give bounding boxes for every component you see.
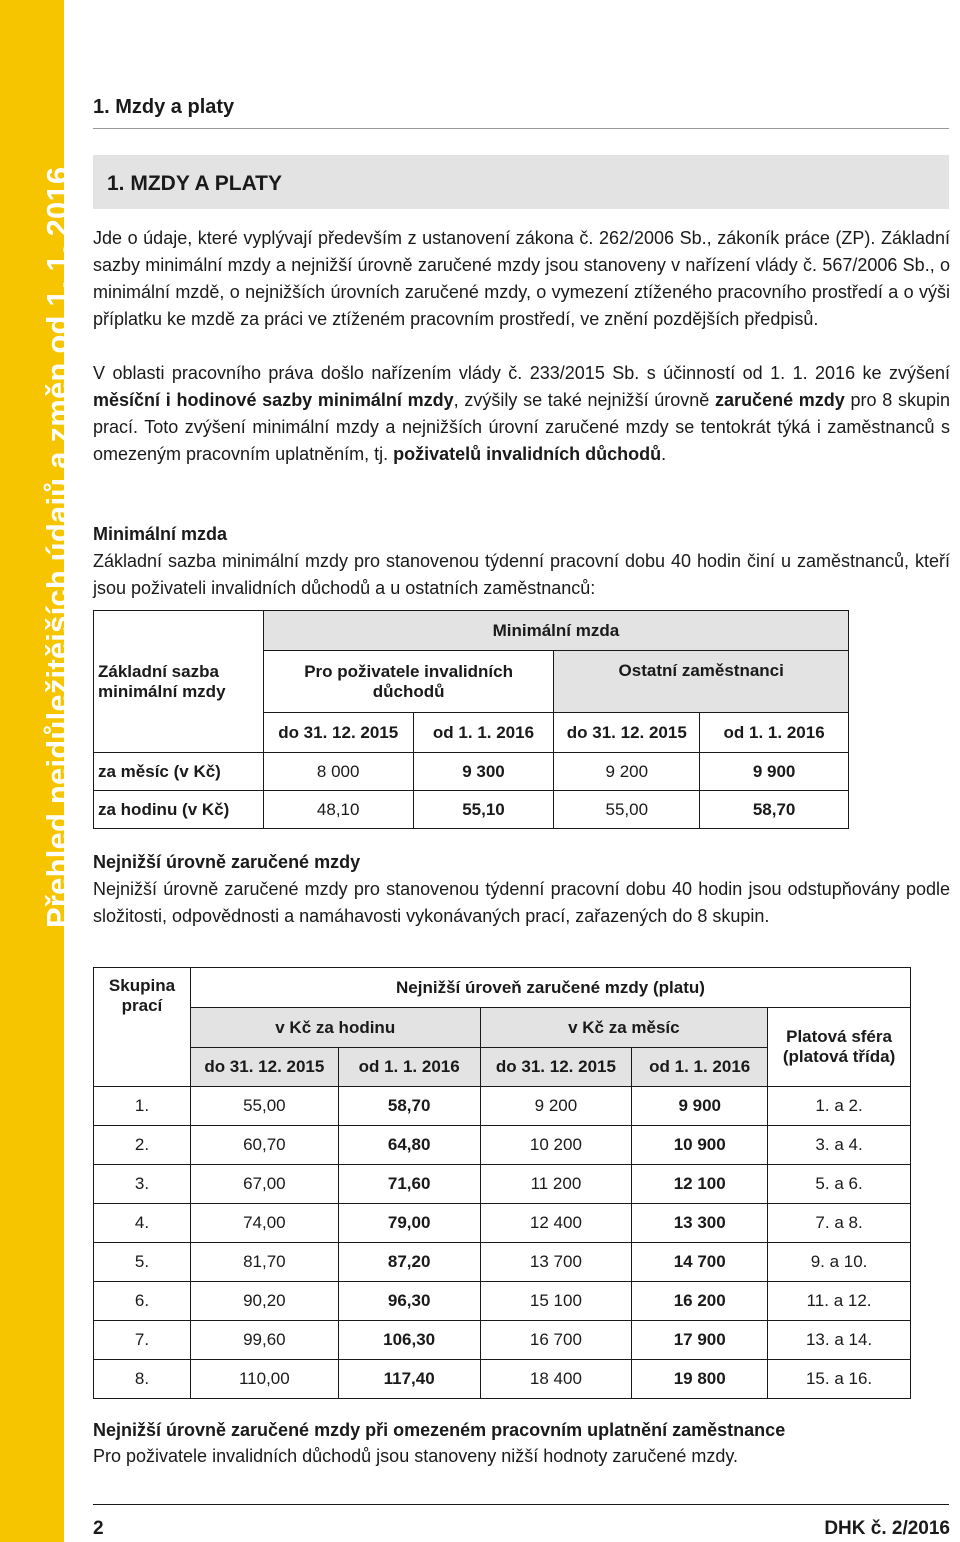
- corner-header: Základní sazba minimální mzdy: [94, 611, 264, 753]
- table-row: [94, 1282, 911, 1321]
- date-header: do 31. 12. 2015: [263, 713, 413, 753]
- intro-paragraph-1: Jde o údaje, které vyplývají především z ustanovení zákona č. 262/2006 Sb., zákoník práce (ZP). Základní sazby minimální mzdy a nejnižší úrovně zaručené mzdy jsou stanoveny v nařízení vlády č. 567/2006 Sb., o minimální mzdě, o nejnižších úrovních zaručené mzdy, o vymezení ztíženého pracovního prostředí a o výši příplatku ke mzdě za práci ve ztíženém pracovním prostředí, ve znění pozdějších předpisů.: [93, 228, 950, 329]
- table-cell: 16 700: [480, 1321, 632, 1360]
- group-number-cell: 8.: [94, 1360, 191, 1399]
- table-cell: 110,00: [190, 1360, 338, 1399]
- col-others-header: Ostatní zaměstnanci: [554, 651, 849, 713]
- group-number-cell: 6.: [94, 1282, 191, 1321]
- group-header: Nejnižší úroveň zaručené mzdy (platu): [190, 968, 910, 1008]
- group-number-cell: 4.: [94, 1204, 191, 1243]
- table-cell: 14 700: [632, 1243, 768, 1282]
- reduced-heading: Nejnižší úrovně zaručené mzdy při omezeném pracovním uplatnění zaměstnance: [93, 1420, 786, 1440]
- date-header: do 31. 12. 2015: [480, 1048, 632, 1087]
- hourly-header: v Kč za hodinu: [190, 1008, 480, 1048]
- table-cell: 99,60: [190, 1321, 338, 1360]
- table-cell: 1. a 2.: [768, 1087, 911, 1126]
- date-header: od 1. 1. 2016: [413, 713, 554, 753]
- table-cell: 19 800: [632, 1360, 768, 1399]
- table-row: [94, 1126, 911, 1165]
- bold-run: měsíční i hodinové sazby minimální mzdy: [93, 390, 454, 410]
- date-header: do 31. 12. 2015: [554, 713, 700, 753]
- date-header: od 1. 1. 2016: [338, 1048, 480, 1087]
- minwage-table: [93, 610, 849, 829]
- table-cell: 55,00: [190, 1087, 338, 1126]
- issue-label: DHK č. 2/2016: [824, 1518, 950, 1539]
- table-row: [94, 1321, 911, 1360]
- monthly-header: v Kč za měsíc: [480, 1008, 768, 1048]
- table-cell: 71,60: [338, 1165, 480, 1204]
- group-number-cell: 5.: [94, 1243, 191, 1282]
- group-header: Minimální mzda: [263, 611, 848, 651]
- text-run: , zvýšily se také nejnižší úrovně: [453, 390, 716, 410]
- col-disabled-header: Pro poživatele invalidních důchodů: [263, 651, 554, 713]
- table-cell: 9. a 10.: [768, 1243, 911, 1282]
- guaranteed-heading: Nejnižší úrovně zaručené mzdy: [93, 852, 361, 872]
- table-cell: 12 400: [480, 1204, 632, 1243]
- table-cell: 3. a 4.: [768, 1126, 911, 1165]
- sidebar-title: Přehled nejdůležitějších údajů a změn od 1. 1. 2016: [40, 166, 75, 928]
- row-label: za hodinu (v Kč): [94, 791, 264, 829]
- group-number-cell: 3.: [94, 1165, 191, 1204]
- table-cell: 74,00: [190, 1204, 338, 1243]
- footer-divider: [93, 1504, 949, 1505]
- table-cell: 8 000: [263, 753, 413, 791]
- guaranteed-table: [93, 967, 911, 1399]
- table-cell: 13 700: [480, 1243, 632, 1282]
- table-cell: 13. a 14.: [768, 1321, 911, 1360]
- table-cell: 81,70: [190, 1243, 338, 1282]
- table-cell: 10 200: [480, 1126, 632, 1165]
- table-cell: 79,00: [338, 1204, 480, 1243]
- text-run: pro 8 skupin prací. Toto zvýšení minimální mzdy a nejnižších úrovní zaručené mzdy se tentokrát týká i zaměstnanců s omezeným pracovním uplatněním, tj.: [93, 390, 951, 464]
- table-row: [94, 1243, 911, 1282]
- table-cell: 58,70: [338, 1087, 480, 1126]
- table-cell: 106,30: [338, 1321, 480, 1360]
- table-cell: 64,80: [338, 1126, 480, 1165]
- table-cell: 11 200: [480, 1165, 632, 1204]
- table-cell: 17 900: [632, 1321, 768, 1360]
- table-cell: 96,30: [338, 1282, 480, 1321]
- table-cell: 12 100: [632, 1165, 768, 1204]
- table-cell: 11. a 12.: [768, 1282, 911, 1321]
- chapter-title: 1. MZDY A PLATY: [107, 172, 283, 195]
- text-run: .: [661, 444, 667, 464]
- table-cell: 9 900: [632, 1087, 768, 1126]
- group-col-header: Skupina prací: [94, 968, 191, 1087]
- table-cell: 9 200: [554, 753, 700, 791]
- date-header: od 1. 1. 2016: [700, 713, 849, 753]
- table-row: [94, 1360, 911, 1399]
- guaranteed-text: Nejnižší úrovně zaručené mzdy pro stanovenou týdenní pracovní dobu 40 hodin jsou odstupňovány podle složitosti, odpovědnosti a namáhavosti vykonávaných prací, zařazených do 8 skupin.: [93, 879, 950, 926]
- running-header: 1. Mzdy a platy: [93, 96, 235, 118]
- intro-paragraph-2: [93, 360, 950, 468]
- bold-run: zaručené mzdy: [715, 390, 845, 410]
- table-cell: 7. a 8.: [768, 1204, 911, 1243]
- table-row: [94, 1204, 911, 1243]
- group-number-cell: 2.: [94, 1126, 191, 1165]
- table-cell: 48,10: [263, 791, 413, 829]
- table-cell: 9 300: [413, 753, 554, 791]
- table-cell: 16 200: [632, 1282, 768, 1321]
- date-header: od 1. 1. 2016: [632, 1048, 768, 1087]
- reduced-text: Pro poživatele invalidních důchodů jsou stanoveny nižší hodnoty zaručené mzdy.: [93, 1446, 739, 1466]
- table-cell: 60,70: [190, 1126, 338, 1165]
- minwage-text: Základní sazba minimální mzdy pro stanovenou týdenní pracovní dobu 40 hodin činí u zaměstnanců, kteří jsou poživateli invalidních důchodů a u ostatních zaměstnanců:: [93, 551, 950, 598]
- table-cell: 5. a 6.: [768, 1165, 911, 1204]
- table-row: [94, 1087, 911, 1126]
- table-cell: 55,00: [554, 791, 700, 829]
- page-number: 2: [93, 1518, 104, 1539]
- row-label: za měsíc (v Kč): [94, 753, 264, 791]
- date-header: do 31. 12. 2015: [190, 1048, 338, 1087]
- table-cell: 13 300: [632, 1204, 768, 1243]
- text-run: V oblasti pracovního práva došlo nařízením vlády č. 233/2015 Sb. s účinností od 1. 1. 2016 ke zvýšení: [93, 363, 950, 383]
- table-cell: 9 900: [700, 753, 849, 791]
- table-cell: 58,70: [700, 791, 849, 829]
- group-number-cell: 7.: [94, 1321, 191, 1360]
- minwage-heading: Minimální mzda: [93, 524, 228, 544]
- table-cell: 90,20: [190, 1282, 338, 1321]
- table-cell: 10 900: [632, 1126, 768, 1165]
- bold-run: poživatelů invalidních důchodů: [393, 444, 662, 464]
- table-cell: 67,00: [190, 1165, 338, 1204]
- table-row: [94, 1165, 911, 1204]
- group-number-cell: 1.: [94, 1087, 191, 1126]
- table-cell: 117,40: [338, 1360, 480, 1399]
- table-cell: 18 400: [480, 1360, 632, 1399]
- header-divider: [93, 128, 949, 129]
- table-cell: 9 200: [480, 1087, 632, 1126]
- table-cell: 55,10: [413, 791, 554, 829]
- pay-sphere-header: Platová sféra (platová třída): [768, 1008, 911, 1087]
- table-cell: 87,20: [338, 1243, 480, 1282]
- table-cell: 15. a 16.: [768, 1360, 911, 1399]
- table-cell: 15 100: [480, 1282, 632, 1321]
